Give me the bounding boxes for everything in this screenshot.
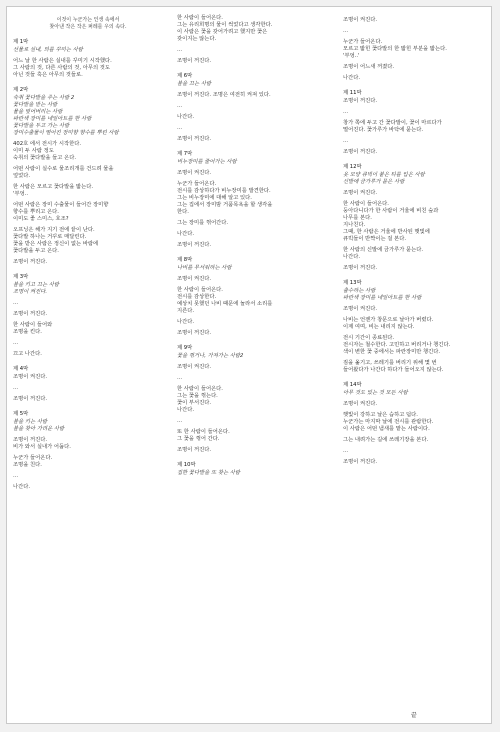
act-subtitle [177,159,327,166]
text-line: 숙취의 꽃다발을 들고 온다. [13,155,77,161]
text-line: 어느 날 한 사람은 실내를 꾸미기 시작했다. [13,58,112,64]
script-paragraph [343,109,493,116]
script-paragraph [343,120,493,134]
text-line: ... [343,138,349,144]
text-line: 꽃이 부서진다. [177,400,212,406]
text-line: 나비를 무서워하는 사람 [177,265,232,271]
act-title [177,73,327,80]
script-paragraph [343,401,493,408]
text-line: 떨어진다. 꽃가루가 바닥에 묻는다. [343,127,424,133]
act-title [177,257,327,264]
text-line: ... [343,28,349,34]
act-subtitle [13,47,163,54]
act-title [177,151,327,158]
script-paragraph [177,447,327,454]
text-line: 누군가 들어온다. [177,181,217,187]
text-line: 아닌 것들 혹은 아무의 것들로. [13,72,83,78]
header-line: 찾아낸 작은 작은 퍼레를 우의 속다. [49,24,127,30]
text-line: 또 한 사람이 들어온다. [177,429,230,435]
text-line: 나간다. [343,254,361,260]
text-line: 불을 키고 끄는 사람 [13,282,59,288]
text-line: 나비는 언젠가 창문으로 날아가 버렸다. [343,317,434,323]
script-paragraph [177,220,327,227]
end-mark: 끝 [411,712,417,719]
text-line: 지른다. [177,308,195,314]
act-title [13,366,163,373]
text-line: 402호 에서 전시가 시작한다. [13,141,82,147]
text-line: ... [343,109,349,115]
text-line: 조명이 꺼진다. [177,242,212,248]
text-line: 나무를 본다. [343,215,372,221]
script-paragraph [343,437,493,444]
text-line: 파란색 장미를 네일아트를 한 사람 [343,295,422,301]
text-line: 이 사람은 어떤 냄새를 맡는 사람이다. [343,426,430,432]
text-line: 제 2막 [13,87,29,93]
text-line: 조명이 켜진다. [177,276,212,282]
script-paragraph [13,184,163,198]
text-line: 제 6막 [177,73,193,79]
script-paragraph [343,247,493,261]
script-paragraph [13,374,163,381]
text-line: 제 14막 [343,382,362,388]
act-subtitle [177,81,327,88]
text-line: 그 사람의 것, 다른 사람의 것, 아무의 것도 [13,65,111,71]
text-line: 조명이 꺼진다. [343,459,378,465]
text-line: 나간다. [177,407,195,413]
script-paragraph [177,15,327,43]
text-line: 조명이 꺼진다. [177,330,212,336]
script-paragraph [177,242,327,249]
text-line: 조명이 켜진다. [343,17,378,23]
text-line: 엎었다. [13,173,31,179]
act-subtitle [343,390,493,397]
script-paragraph [343,39,493,60]
text-line: 지나친다. [343,222,366,228]
script-paragraph [177,319,327,326]
act-title [343,90,493,97]
text-line: ... [177,375,183,381]
text-line: 파란색 장미를 네일아트를 한 사람 [13,116,92,122]
script-paragraph [177,114,327,121]
text-line: 그는 꽃을 꺾는다. [177,393,218,399]
script-paragraph [13,396,163,403]
text-line: 조명이 어느새 꺼졌다. [343,64,395,70]
text-line: 선물로 실내, 의를 꾸미는 사람 [13,47,83,53]
text-line: 불을 끄는 사람 [177,81,212,87]
script-paragraph [343,98,493,105]
text-line: 짐을 옮기고, 쓰레기를 버리기 위해 몇 번 [343,360,437,366]
text-line: 전시자는 철수한다. 고민하고 버리거나 챙긴다. [343,342,451,348]
script-paragraph [13,473,163,480]
text-line: 한 사람이 들어온다. [177,386,223,392]
text-line: 그는 비누장미에 대해 알고 있다. [177,195,252,201]
text-line: 조명이 꺼진다. [13,437,48,443]
text-line: 꽃다발을 받는 사람 [13,102,58,108]
script-paragraph [177,287,327,315]
text-line: 불을 찾아 가려운 사람 [13,426,65,432]
script-paragraph [343,459,493,466]
script-paragraph [343,28,493,35]
text-line: 조명이 켜진다. [343,190,378,196]
act-title [13,39,163,46]
act-subtitle [177,470,327,477]
text-line: 조명이 꺼진다. [13,259,48,265]
script-paragraph [177,429,327,443]
text-line: 어떤 사람은 장미 수출물이 들어간 장미향 [13,202,109,208]
script-paragraph [13,437,163,451]
text-line: 조명이 꺼진다. [177,136,212,142]
text-line: ... [343,448,349,454]
script-paragraph [13,340,163,347]
text-line: ... [13,385,19,391]
text-line: 조명이 꺼진다. [177,58,212,64]
text-line: 그는 집에서 장미밤 거품목욕을 할 생각을 [177,202,273,208]
text-line: 제 12막 [343,164,362,170]
text-line: 향수를 뿌리고 온다. [13,209,59,215]
text-line: 누군가 들어온다. [343,39,383,45]
script-paragraph [13,141,163,162]
act-subtitle [177,265,327,272]
column-middle [177,15,327,481]
act-subtitle [13,95,163,137]
act-title [343,382,493,389]
text-line: 물을 엎어버리는 사람 [13,109,63,115]
text-line: 둥아다니다가 한 사람이 거울에 비친 숲과 [343,208,439,214]
text-line: 조명이 꺼진다. [343,265,378,271]
script-paragraph [343,335,493,356]
script-paragraph [13,300,163,307]
text-line: 조명이 켜진다. [343,401,378,407]
script-paragraph [13,322,163,336]
text-line: 창가 쪽에 두고 간 꽃다발이, 꽃이 마르다가 [343,120,442,126]
text-line: 조명을 친다. [13,462,42,468]
script-paragraph [343,265,493,272]
script-paragraph [13,227,163,255]
act-subtitle [343,172,493,186]
text-line: 제 1막 [13,39,29,45]
text-line: ... [13,473,19,479]
text-line: 그때, 한 사람은 거울에 반사된 햇빛에 [343,229,430,235]
script-paragraph [13,351,163,358]
act-title [343,280,493,287]
script-paragraph [343,138,493,145]
text-line: 조명을 킨다. [13,329,42,335]
text-line: 오프닝은 해가 지기 전에 끝이 난다. [13,227,95,233]
text-line: 전시를 감상한다. [177,294,217,300]
text-line: '부엉.. [13,191,29,197]
document-page [6,6,492,724]
text-line: 제 8막 [177,257,193,263]
script-paragraph [177,125,327,132]
act-title [343,164,493,171]
script-paragraph [177,364,327,371]
act-subtitle [13,282,163,296]
script-paragraph [343,149,493,156]
text-line: 제 9막 [177,345,193,351]
text-line: 제 4막 [13,366,29,372]
script-paragraph [177,58,327,65]
act-subtitle [343,288,493,302]
script-paragraph [177,386,327,414]
text-line: 이미 두 사람 정도 [13,148,54,154]
act-title [13,87,163,94]
text-line: 햇빛이 강하고 날은 습하고 덥다. [343,412,418,418]
text-line: 한 사람이 들어온다. [177,15,223,21]
text-line: 조명이 켜진다. [177,364,212,370]
text-line: 나간다. [177,231,195,237]
text-line: 제 10막 [177,462,196,468]
text-line: 꽃을 받은 사람은 정신이 없는 바람에 [13,241,99,247]
script-paragraph [343,360,493,374]
text-line: 색이 변한 꽃 중에서는 파란장미만 챙긴다. [343,349,441,355]
text-line: ... [13,340,19,346]
text-line: 들어왔다가 나간다 하다가 들어오지 않는다. [343,367,444,373]
text-line: 제 13막 [343,280,362,286]
text-line: 비누장미를 줄어가는 사람 [177,159,237,165]
script-paragraph [343,190,493,197]
document-header [13,17,163,31]
script-paragraph [343,317,493,331]
text-line: 꽃다발을 두고 가는 사람 [13,123,70,129]
text-line: 한다. [177,209,189,215]
text-line: 한 사람의 신발에 금가루가 묻는다. [343,247,424,253]
text-line: 이미도 좋 스미스, 호조? [13,216,69,222]
text-line: 조명이 켜진다. [13,289,48,295]
text-line: 누군가는 마지막 날에 전시를 관람한다. [343,419,434,425]
script-paragraph [13,259,163,266]
header-line: 이것이 누군가는 인생 속에서 [56,17,120,23]
text-line: 모르고 밟힌 꽃다발의 한 밟힌 부분을 밟는다. [343,46,447,52]
text-line: 조명이 꺼진다. 조명은 여전히 켜져 있다. [177,92,271,98]
text-line: 제 3막 [13,274,29,280]
text-line: 조명이 켜진다. [177,170,212,176]
text-line: 제 5막 [13,411,29,417]
text-line: 한 사람이 들어온다. [177,287,223,293]
text-line: 예상치 못했던 나비 때문에 놀라서 소리를 [177,301,273,307]
text-line: 조명이 꺼진다. [343,98,378,104]
text-line: ... [177,125,183,131]
script-paragraph [343,64,493,71]
text-line: ... [177,47,183,53]
text-line: 나간다. [13,484,31,490]
text-line: 전시를 감상하다가 비누장미를 발견한다. [177,188,271,194]
text-line: 이 사람은 꽃을 갖어가려고 했지만 꽃은 [177,29,268,35]
text-line: 누군가 들어온다. [13,455,53,461]
script-paragraph [343,201,493,243]
text-line: 조명이 꺼진다. [343,149,378,155]
text-line: 한 사람은 모르고 꽃다발을 밟는다. [13,184,94,190]
column-left [13,17,163,495]
text-line: 조명이 꺼진다. [13,396,48,402]
script-paragraph [343,448,493,455]
text-line: 그는 내려가는 길에 쓰레기장을 본다. [343,437,429,443]
text-line: 숙취 꽃다발을 주는 사람 2 [13,95,75,101]
text-line: 끄고 나간다. [13,351,42,357]
text-line: 장미수출물이 떨어진 장미향 향수를 뿌린 사람 [13,130,119,136]
text-line: 조명이 꺼진다. [177,447,212,453]
act-subtitle [177,353,327,360]
text-line: 꽃을 꺾거나, 가져가는 사람2 [177,353,244,359]
text-line: ... [13,300,19,306]
script-paragraph [177,170,327,177]
text-line: 불을 키는 사람 [13,419,48,425]
script-paragraph [177,47,327,54]
act-title [177,462,327,469]
text-line: 조명이 켜진다. [13,374,48,380]
script-paragraph [13,202,163,223]
text-line: '부엉..' [343,53,360,59]
text-line: 그는 유리희명의 물이 썩었다고 생각한다. [177,22,273,28]
text-line: 옷 모양 큐빅이 붙은 티를 입은 사람 [343,172,425,178]
text-line: 꽃다발을 두고 온다. [13,248,59,254]
act-subtitle [13,419,163,433]
text-line: 꽃다발 하나는 거꾸로 매달린다. [13,234,87,240]
text-line: 어떤 사람이 실수로 물조리개를 건드려 물을 [13,166,114,172]
text-line: 집한 꽃다발을 또 찾는 사람 [177,470,241,476]
script-paragraph [343,17,493,24]
script-paragraph [13,385,163,392]
text-line: 한 사람이 들어온다. [343,201,389,207]
script-paragraph [13,58,163,79]
text-line: 나간다. [343,75,361,81]
script-paragraph [343,306,493,313]
script-paragraph [177,418,327,425]
column-right [343,17,493,470]
script-paragraph [177,92,327,99]
text-line: 이제 여며, 비는 내리지 않는다. [343,324,415,330]
text-line: 전시 기간이 종료된다. [343,335,395,341]
script-paragraph [177,276,327,283]
script-paragraph [13,455,163,469]
text-line: 아무 것도 있는 것 모든 사람 [343,390,408,396]
script-paragraph [177,231,327,238]
script-paragraph [13,311,163,318]
script-paragraph [177,136,327,143]
script-paragraph [13,484,163,491]
script-paragraph [177,330,327,337]
script-paragraph [177,181,327,216]
text-line: 신발에 금가루가 묻은 사람 [343,179,405,185]
text-line: 제 7막 [177,151,193,157]
text-line: ... [177,418,183,424]
text-line: 갖이지는 않는다. [177,36,217,42]
text-line: 출수하는 사람 [343,288,376,294]
text-line: 나간다. [177,319,195,325]
text-line: 제 11막 [343,90,362,96]
script-paragraph [343,75,493,82]
script-paragraph [177,375,327,382]
act-title [13,274,163,281]
text-line: 조명이 꺼진다. [13,311,48,317]
script-paragraph [343,412,493,433]
act-title [177,345,327,352]
script-paragraph [177,103,327,110]
act-title [13,411,163,418]
text-line: 비가 와서 실내가 어둡다. [13,444,71,450]
script-paragraph [13,166,163,180]
text-line: 큐빅들이 반짝이는 걸 본다. [343,236,407,242]
text-line: 한 사람이 들어와 [13,322,53,328]
text-line: 나간다. [177,114,195,120]
text-line: 그는 장미를 꺾어간다. [177,220,229,226]
text-line: 그 꽃을 꺾어 간다. [177,436,220,442]
text-line: ... [177,103,183,109]
text-line: 조명이 켜진다. [343,306,378,312]
